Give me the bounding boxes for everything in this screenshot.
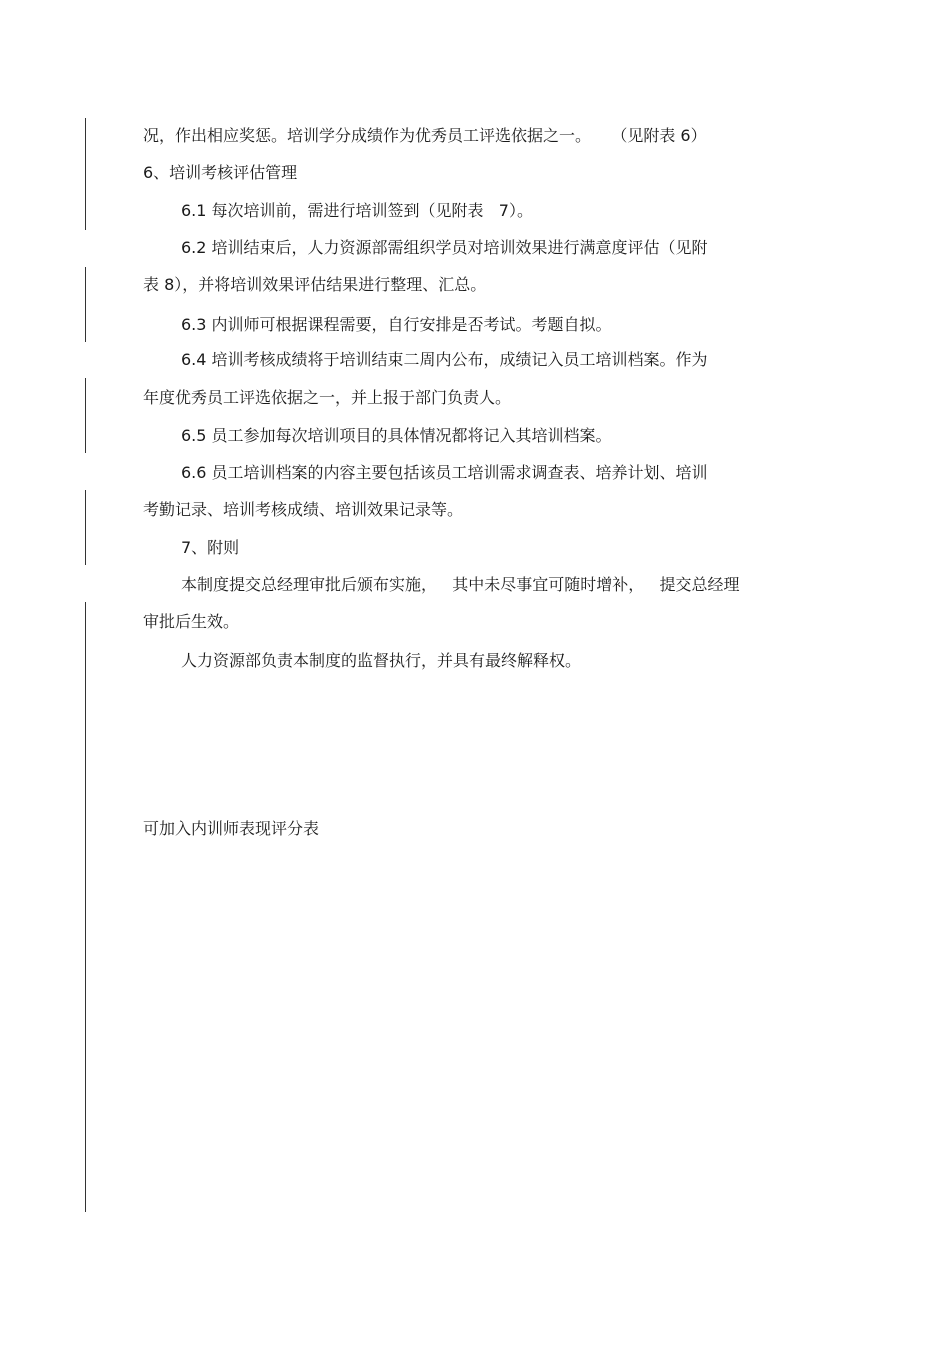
margin-bar bbox=[85, 118, 86, 230]
paragraph-line: 6.6 员工培训档案的内容主要包括该员工培训需求调查表、培养计划、培训 bbox=[181, 463, 708, 482]
paragraph-line: 6.2 培训结束后，人力资源部需组织学员对培训效果进行满意度评估（见附 bbox=[181, 238, 708, 257]
note-line: 可加入内训师表现评分表 bbox=[143, 819, 320, 838]
paragraph-line: 审批后生效。 bbox=[143, 612, 240, 631]
paragraph-line: 本制度提交总经理审批后颁布实施， 其中未尽事宜可随时增补， 提交总经理 bbox=[181, 575, 740, 594]
paragraph-line: 考勤记录、培训考核成绩、培训效果记录等。 bbox=[143, 500, 464, 519]
paragraph-line: 况，作出相应奖惩。培训学分成绩作为优秀员工评选依据之一。 （见附表 6） bbox=[143, 126, 707, 145]
margin-bar bbox=[85, 602, 86, 1212]
paragraph-line: 6.4 培训考核成绩将于培训结束二周内公布，成绩记入员工培训档案。作为 bbox=[181, 350, 708, 369]
section-heading: 6、培训考核评估管理 bbox=[143, 163, 298, 182]
paragraph-line: 人力资源部负责本制度的监督执行，并具有最终解释权。 bbox=[181, 651, 582, 670]
paragraph-line: 6.5 员工参加每次培训项目的具体情况都将记入其培训档案。 bbox=[181, 426, 612, 445]
paragraph-line: 年度优秀员工评选依据之一，并上报于部门负责人。 bbox=[143, 388, 512, 407]
paragraph-line: 6.1 每次培训前，需进行培训签到（见附表 7）。 bbox=[181, 201, 533, 220]
section-heading: 7、附则 bbox=[181, 538, 240, 557]
paragraph-line: 6.3 内训师可根据课程需要，自行安排是否考试。考题自拟。 bbox=[181, 315, 612, 334]
paragraph-line: 表 8），并将培训效果评估结果进行整理、汇总。 bbox=[143, 275, 487, 294]
margin-bar bbox=[85, 378, 86, 453]
margin-bar bbox=[85, 490, 86, 565]
margin-bar bbox=[85, 267, 86, 342]
